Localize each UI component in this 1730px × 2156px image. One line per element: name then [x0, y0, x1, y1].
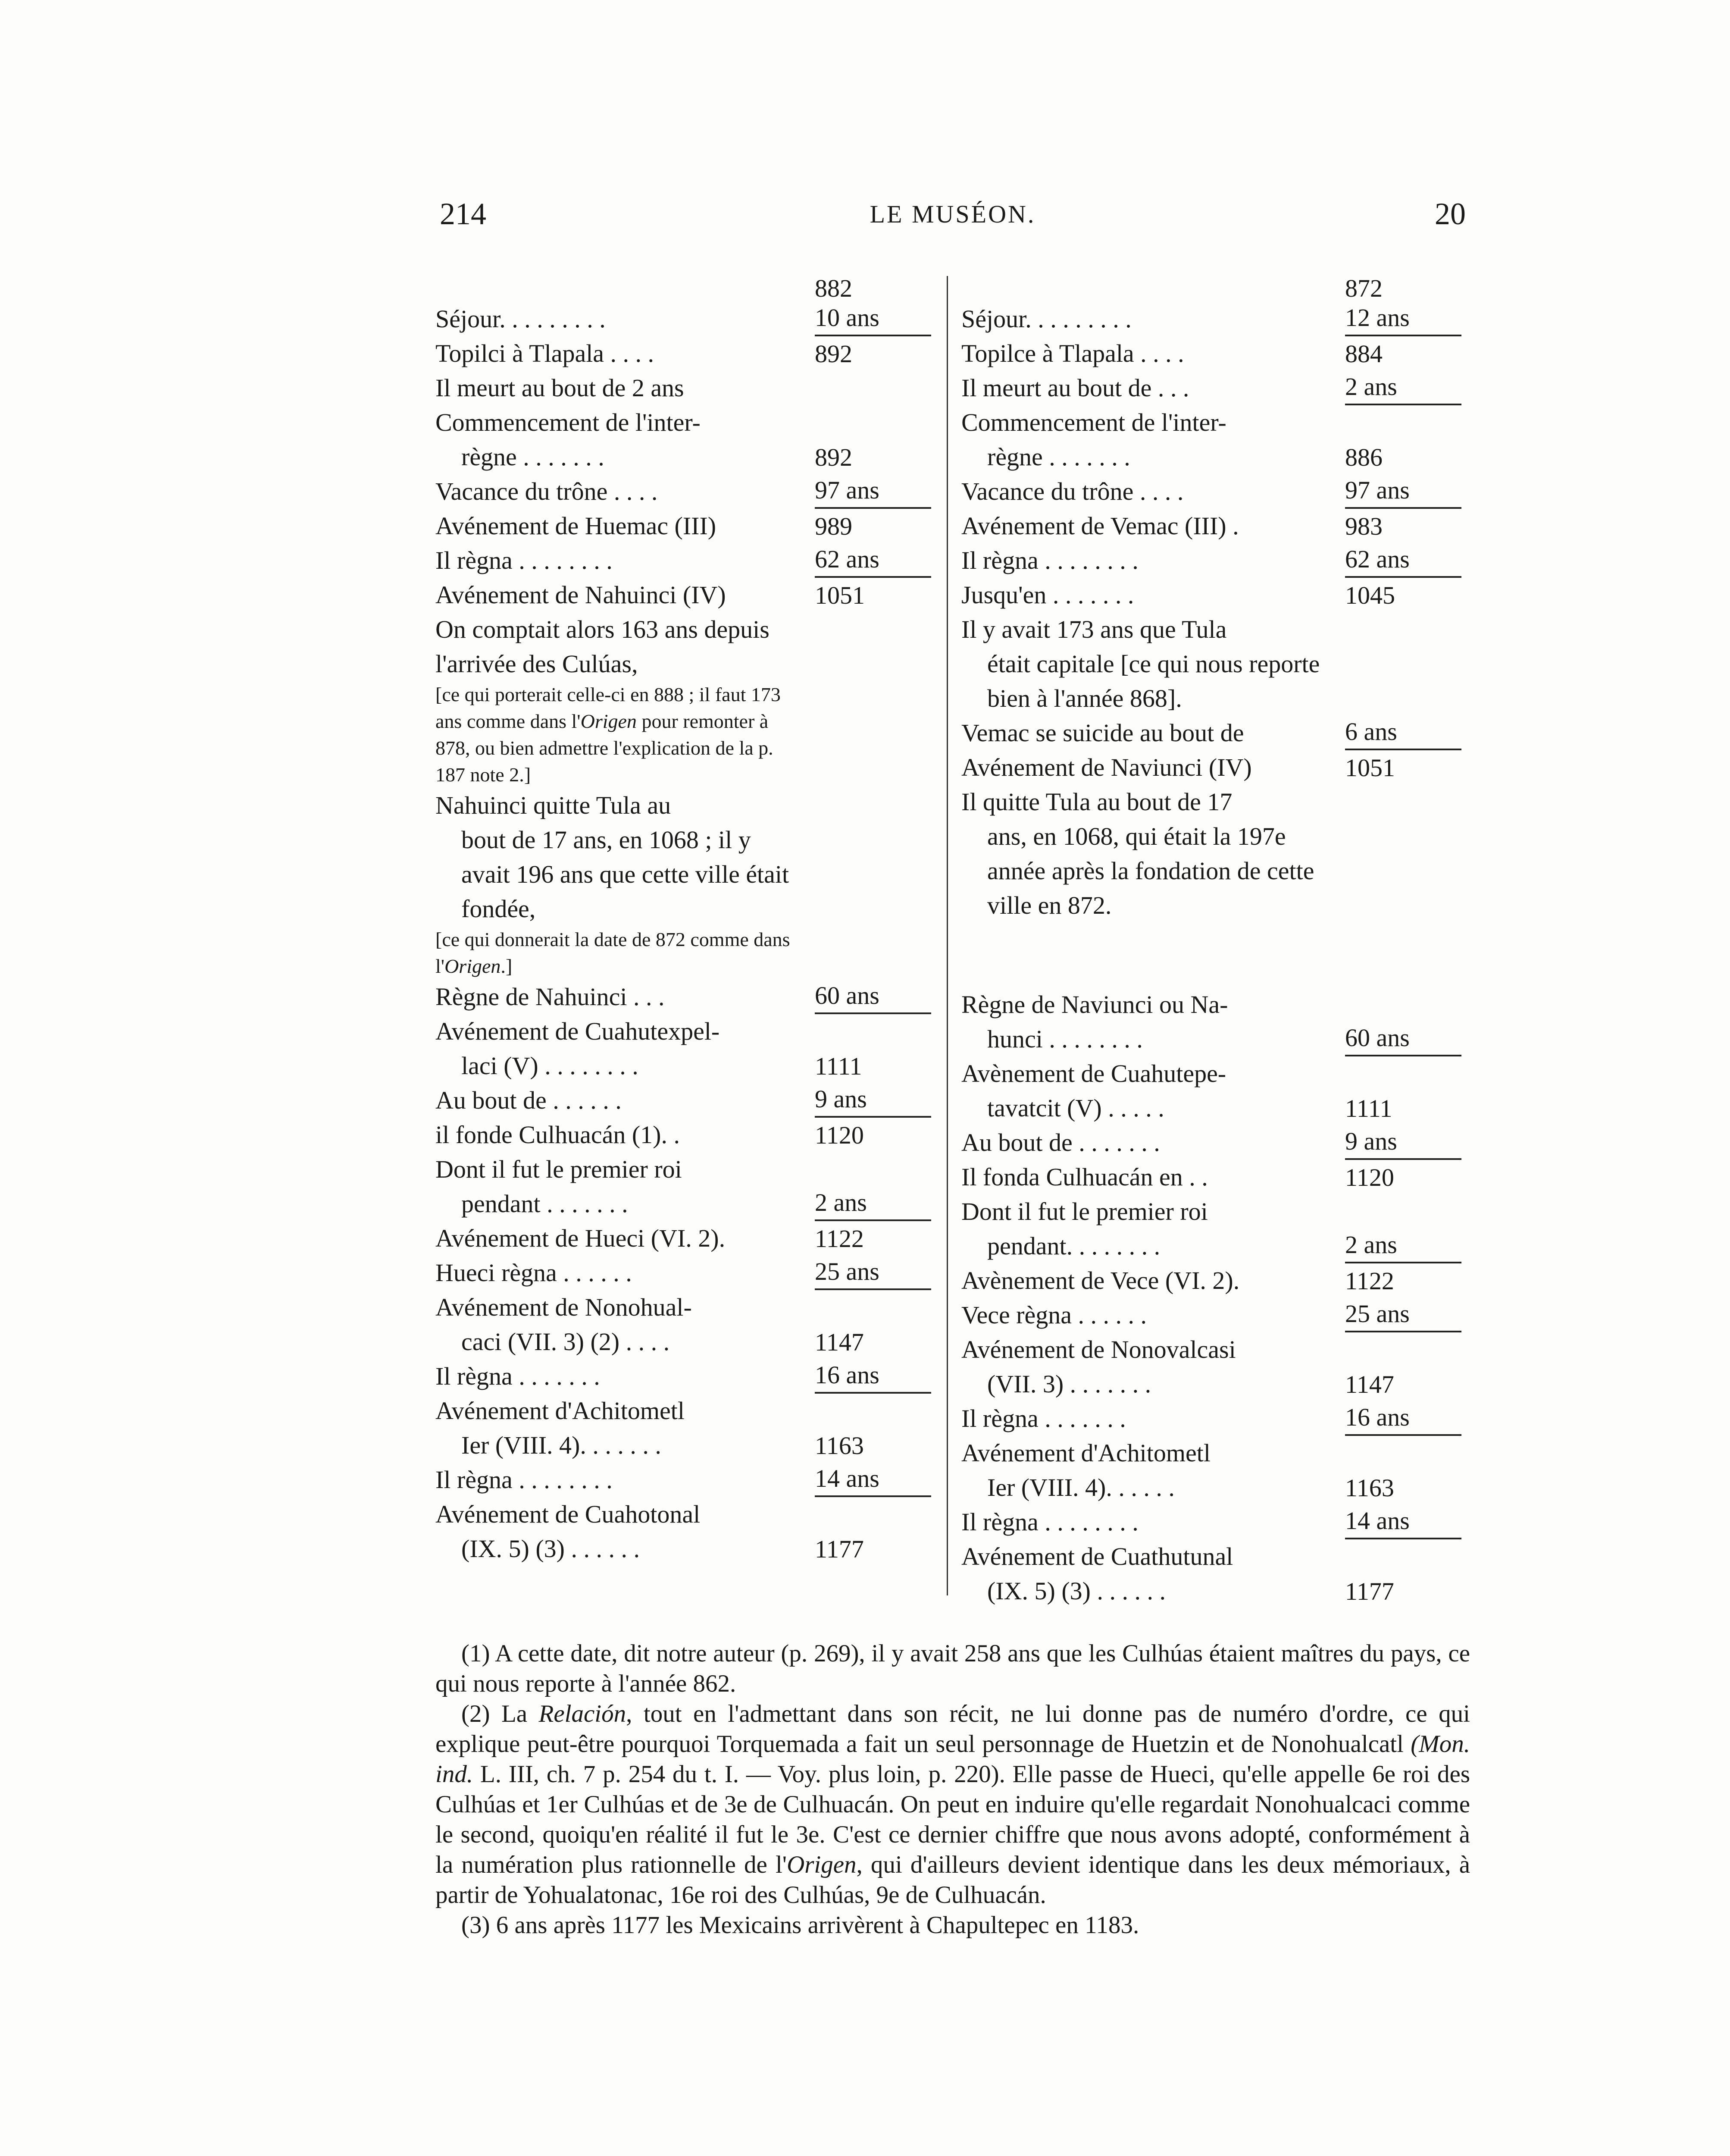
entry-value: 2 ans: [815, 1186, 931, 1221]
left-column: [435, 272, 931, 1566]
chronology-entry: [961, 474, 1461, 509]
entry-continuation: (IX. 5) (3) . . . . . .: [987, 1577, 1166, 1605]
entry-value: 12 ans: [1345, 301, 1461, 336]
chronology-entry: [961, 1298, 1461, 1332]
footnotes: [435, 1639, 1470, 1940]
entry-text: Avénement de Hueci (VI. 2).: [435, 1224, 726, 1252]
entry-value: 1045: [1345, 581, 1395, 609]
entry-value: 60 ans: [1345, 1021, 1461, 1056]
entry-continuation: bout de 17 ans, en 1068 ; il y avait 196 ans que cette ville était fondée,: [461, 826, 789, 923]
entry-continuation: pendant . . . . . . .: [461, 1190, 628, 1218]
chronology-entry: [435, 1152, 931, 1221]
entry-text: Avénement d'Achitometl: [961, 1439, 1211, 1467]
entry-text: Avénement de Cuahotonal: [435, 1500, 701, 1528]
entry-text: Dont il fut le premier roi: [435, 1155, 682, 1183]
entry-value: 1163: [1345, 1474, 1394, 1502]
entry-value: 1120: [1345, 1163, 1394, 1191]
entry-text: Il règna . . . . . . .: [435, 1362, 600, 1390]
entry-text: Vece règna . . . . . .: [961, 1301, 1147, 1329]
entry-text: Avènement de Cuahutepe-: [961, 1059, 1226, 1087]
entry-value: 892: [815, 340, 852, 368]
entry-value: 16 ans: [1345, 1401, 1461, 1436]
chronology-entry: [961, 612, 1461, 716]
entry-text: On comptait alors 163 ans depuis l'arrivée des Culúas,: [435, 615, 770, 678]
chronology-entry: [435, 1083, 931, 1118]
chronology-entry: [961, 1539, 1461, 1608]
chronology-entry: [961, 1332, 1461, 1401]
chronology-entry: [435, 543, 931, 578]
left_column-top-value-row: [435, 272, 931, 302]
entry-text: Avénement d'Achitometl: [435, 1397, 685, 1425]
entry-text: Avénement de Naviunci (IV): [961, 753, 1252, 781]
bracket-note: [ce qui porterait celle-ci en 888 ; il faut 173 ans comme dans l'Origen pour remonter à 878, ou bien admettre l'explication de la p. 187 note 2.]: [435, 683, 781, 786]
chronology-entry: [435, 578, 931, 612]
chronology-entry: [961, 1263, 1461, 1298]
chronology-entry: [961, 716, 1461, 750]
entry-value: 9 ans: [1345, 1125, 1461, 1160]
entry-value: 1177: [1345, 1577, 1394, 1605]
running-title: LE MUSÉON.: [870, 200, 1036, 228]
chronology-entry: [435, 1497, 931, 1566]
entry-text: Avénement de Nonohual-: [435, 1293, 692, 1321]
entry-value: 983: [1345, 512, 1383, 540]
chronology-entry: [961, 1505, 1461, 1539]
entry-text: Il règna . . . . . . . .: [961, 546, 1139, 574]
chronology-entry: [961, 750, 1461, 785]
entry-continuation: tavatcit (V) . . . . .: [987, 1094, 1164, 1122]
entry-text: Avénement de Nahuinci (IV): [435, 581, 726, 609]
page-header: [440, 196, 1466, 231]
chronology-entry: [435, 474, 931, 509]
chronology-entry: [435, 336, 931, 371]
entry-value: 1051: [815, 581, 865, 609]
chronology-entry: [435, 1221, 931, 1256]
entry-text: Topilci à Tlapala . . . .: [435, 339, 654, 367]
chronology-entry: [961, 578, 1461, 612]
entry-text: Hueci règna . . . . . .: [435, 1259, 632, 1287]
entry-value: 1147: [815, 1328, 864, 1356]
chronology-entry: [961, 1194, 1461, 1263]
entry-text: Règne de Naviunci ou Na-: [961, 990, 1228, 1018]
entry-value: 989: [815, 512, 852, 540]
entry-text: Il règna . . . . . . .: [961, 1404, 1126, 1432]
chronology-entry: [435, 1359, 931, 1394]
entry-text: Avénement de Cuathutunal: [961, 1542, 1233, 1570]
entry-text: Avénement de Huemac (III): [435, 512, 716, 540]
entry-text: Dont il fut le premier roi: [961, 1197, 1208, 1225]
chronology-entry: [961, 371, 1461, 405]
entry-text: Il meurt au bout de 2 ans: [435, 374, 684, 402]
entry-continuation: Ier (VIII. 4). . . . . . .: [461, 1431, 661, 1459]
right_column-top-value: 872: [1345, 274, 1383, 302]
chronology-entry: [435, 1394, 931, 1463]
entry-value: 9 ans: [815, 1082, 931, 1118]
entry-text: Commencement de l'inter-: [435, 408, 701, 436]
entry-continuation: (VII. 3) . . . . . . .: [987, 1370, 1151, 1398]
entry-value: 1111: [1345, 1094, 1392, 1122]
chronology-entry: [435, 1118, 931, 1152]
entry-text: Il fonda Culhuacán en . .: [961, 1163, 1208, 1191]
entry-value: 25 ans: [1345, 1297, 1461, 1332]
entry-text: Avènement de Vece (VI. 2).: [961, 1266, 1240, 1294]
entry-text: Il règna . . . . . . . .: [435, 546, 613, 574]
entry-value: 10 ans: [815, 301, 931, 336]
chronology-entry: [435, 1256, 931, 1290]
entry-value: 1122: [1345, 1267, 1394, 1295]
chronology-entry: [435, 1290, 931, 1359]
entry-continuation: Ier (VIII. 4). . . . . .: [987, 1473, 1175, 1501]
entry-value: 62 ans: [1345, 542, 1461, 578]
chronology-entry: [961, 336, 1461, 371]
chronology-entry: [961, 1125, 1461, 1160]
entry-value: 1147: [1345, 1370, 1394, 1398]
entry-text: Au bout de . . . . . . .: [961, 1128, 1160, 1156]
entry-value: 1163: [815, 1432, 864, 1460]
chronology-entry: [961, 785, 1461, 923]
entry-value: 14 ans: [815, 1462, 931, 1497]
chronology-entry: [435, 612, 931, 681]
entry-continuation: règne . . . . . . .: [461, 443, 604, 471]
entry-continuation: pendant. . . . . . . .: [987, 1232, 1161, 1260]
chronology-entry: [961, 543, 1461, 578]
entry-continuation: caci (VII. 3) (2) . . . .: [461, 1328, 670, 1356]
chronology-entry: [435, 980, 931, 1014]
entry-continuation: hunci . . . . . . . .: [987, 1025, 1143, 1053]
entry-value: 2 ans: [1345, 1228, 1461, 1263]
entry-text: il fonde Culhuacán (1). .: [435, 1121, 680, 1149]
entry-value: 1177: [815, 1535, 864, 1563]
right_column-top-value-row: [961, 272, 1461, 302]
chronology-entry: [435, 405, 931, 474]
entry-value: 2 ans: [1345, 370, 1461, 405]
right-column: [961, 272, 1461, 1608]
entry-value: 60 ans: [815, 979, 931, 1014]
entry-text: Nahuinci quitte Tula au: [435, 791, 671, 819]
entry-continuation: était capitale [ce qui nous reporte bien à l'année 868].: [987, 650, 1320, 712]
chronology-entry: [961, 405, 1461, 474]
chronology-entry: [961, 987, 1461, 1056]
entry-value: 16 ans: [815, 1358, 931, 1394]
entry-text: Topilce à Tlapala . . . .: [961, 339, 1184, 367]
footnote-3: (3) 6 ans après 1177 les Mexicains arrivèrent à Chapultepec en 1183.: [461, 1912, 1139, 1939]
chronology-entry: [961, 1056, 1461, 1125]
chronology-entry: [435, 1463, 931, 1497]
entry-text: Avénement de Vemac (III) .: [961, 512, 1239, 540]
bracket-note: [ce qui donnerait la date de 872 comme dans l'Origen.]: [435, 928, 790, 977]
entry-text: Il quitte Tula au bout de 17: [961, 788, 1233, 816]
footnote-2: (2) La Relación, tout en l'admettant dans son récit, ne lui donne pas de numéro d'ordre, ce qui explique peut-être pourquoi Torquemada a fait un seul personnage de Huetzin et de Nonohualcatl (Mon. ind. L. III, ch. 7 p. 254 du t. I. — Voy. plus loin, p. 220). Elle passe de Hueci, qu'elle appelle 6e roi des Culhúas et 1er Culhúas et de 3e de Culhuacán. On peut en induire qu'elle regardait Nonohualcaci comme le second, quoiqu'en réalité il fut le 3e. C'est ce dernier chiffre que nous avons adopté, conformément à la numération plus rationnelle de l'Origen, qui d'ailleurs devient identique dans les deux mémoriaux, à partir de Yohualatonac, 16e roi des Culhúas, 9e de Culhuacán.: [435, 1700, 1470, 1908]
footnote-1: (1) A cette date, dit notre auteur (p. 269), il y avait 258 ans que les Culhúas étaient maîtres du pays, ce qui nous reporte à l'année 862.: [435, 1640, 1470, 1697]
chronology-entry: [961, 509, 1461, 543]
entry-value: 25 ans: [815, 1255, 931, 1290]
entry-text: Avénement de Nonovalcasi: [961, 1335, 1236, 1363]
entry-text: Il règna . . . . . . . .: [961, 1508, 1139, 1536]
entry-value: 1120: [815, 1121, 864, 1149]
spacer: [961, 923, 1461, 987]
entry-text: Commencement de l'inter-: [961, 408, 1226, 436]
entry-value: 62 ans: [815, 542, 931, 578]
chronology-entry: [961, 1401, 1461, 1436]
entry-continuation: règne . . . . . . .: [987, 443, 1130, 471]
entry-value: 886: [1345, 443, 1383, 471]
entry-text: Séjour. . . . . . . . .: [961, 305, 1132, 333]
entry-text: Jusqu'en . . . . . . .: [961, 581, 1134, 609]
chronology-entry: [961, 1436, 1461, 1505]
entry-text: Règne de Nahuinci . . .: [435, 983, 665, 1011]
chronology-entry: [435, 371, 931, 405]
entry-value: 884: [1345, 340, 1383, 368]
chronology-entry: [435, 1014, 931, 1083]
chronology-entry: [961, 1160, 1461, 1194]
chronology-entry: [435, 302, 931, 336]
chronology-entry: [961, 302, 1461, 336]
entry-continuation: laci (V) . . . . . . . .: [461, 1052, 638, 1080]
entry-continuation: ans, en 1068, qui était la 197e année après la fondation de cette ville en 872.: [987, 822, 1314, 919]
entry-value: 892: [815, 443, 852, 471]
entry-continuation: (IX. 5) (3) . . . . . .: [461, 1535, 640, 1563]
entry-value: 1111: [815, 1052, 862, 1080]
chronology-entry: [435, 509, 931, 543]
entry-value: 97 ans: [815, 473, 931, 509]
entry-text: Avénement de Cuahutexpel-: [435, 1017, 720, 1045]
entry-text: Il meurt au bout de . . .: [961, 374, 1189, 402]
entry-text: Il y avait 173 ans que Tula: [961, 615, 1227, 643]
entry-text: Au bout de . . . . . .: [435, 1086, 622, 1114]
page-number-right: 20: [1435, 197, 1466, 231]
entry-value: 14 ans: [1345, 1504, 1461, 1539]
left_column-top-value: 882: [815, 274, 852, 302]
entry-text: Vacance du trône . . . .: [435, 477, 658, 505]
entry-value: 1051: [1345, 754, 1395, 782]
entry-value: 6 ans: [1345, 715, 1461, 750]
entry-text: Séjour. . . . . . . . .: [435, 305, 606, 333]
column-divider: [947, 276, 948, 1595]
entry-text: Vemac se suicide au bout de: [961, 719, 1244, 747]
entry-value: 97 ans: [1345, 473, 1461, 509]
chronology-entry: [435, 788, 931, 926]
entry-text: Il règna . . . . . . . .: [435, 1466, 613, 1494]
entry-value: 1122: [815, 1225, 864, 1253]
entry-text: Vacance du trône . . . .: [961, 477, 1184, 505]
page-number-left: 214: [440, 197, 486, 231]
